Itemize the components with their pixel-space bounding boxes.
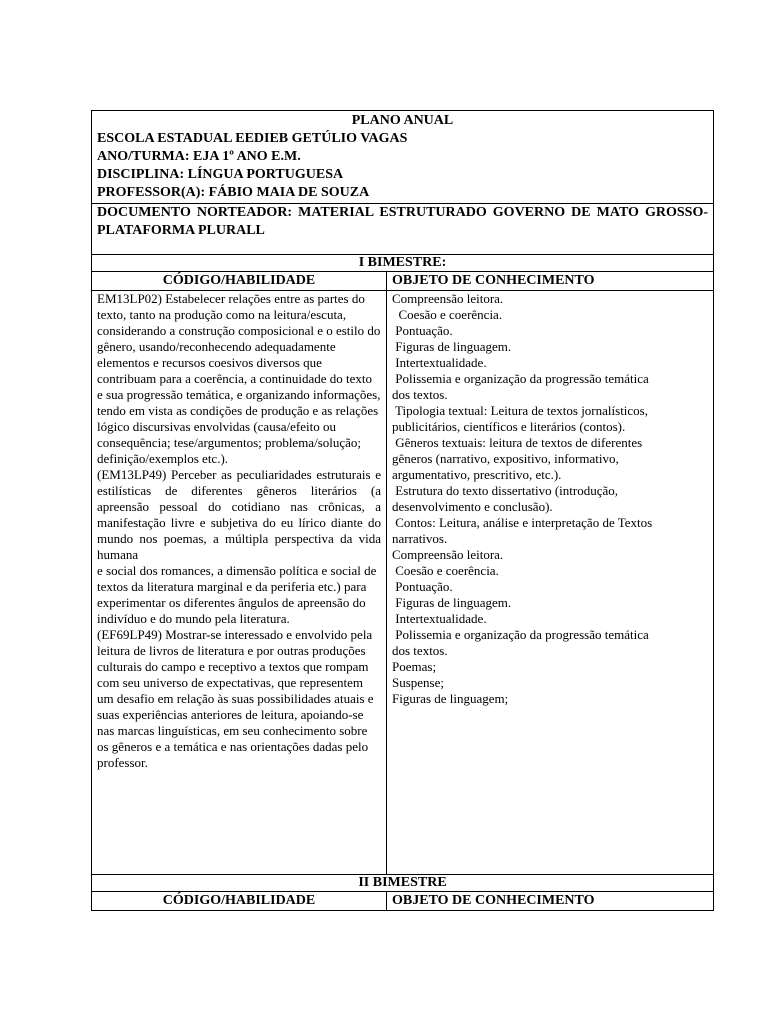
guide-document: DOCUMENTO NORTEADOR: MATERIAL ESTRUTURADO GOVERNO DE MATO GROSSO- PLATAFORMA PLURALL	[92, 204, 714, 255]
bimestre2-title: II BIMESTRE	[92, 875, 714, 892]
plan-title: PLANO ANUAL	[351, 113, 454, 128]
object-line: Polissemia e organização da progressão temática	[392, 371, 649, 386]
object-line: Coesão e coerência.	[392, 563, 499, 578]
annual-plan-document	[91, 110, 714, 911]
skill-em13lp49-cont: e social dos romances, a dimensão política e social de textos da literatura marginal e da periferia etc.) para experimentar os diferentes ângulos de apreensão do indivíduo e do mundo pela literatura.	[97, 563, 377, 626]
bimestre2-title-row	[92, 875, 714, 892]
skill-em13lp49: (EM13LP49) Perceber as peculiaridades estruturais e estilísticas de diferentes gêneros literários (a apreensão pessoal do cotidiano nas crônicas, a manifestação livre e subjetiva do eu lírico diante do mundo nos poemas, a múltipla perspectiva da vida humana	[97, 467, 381, 562]
skill-column-header: CÓDIGO/HABILIDADE	[92, 892, 387, 911]
object-line: desenvolvimento e conclusão).	[392, 499, 553, 514]
teacher-info: PROFESSOR(A): FÁBIO MAIA DE SOUZA	[97, 185, 370, 200]
object-line: Suspense;	[392, 675, 444, 690]
object-line: gêneros (narrativo, expositivo, informativo,	[392, 451, 619, 466]
skill-column-header: CÓDIGO/HABILIDADE	[92, 272, 387, 291]
object-line: argumentativo, prescritivo, etc.).	[392, 467, 562, 482]
object-line: Contos: Leitura, análise e interpretação de Textos	[392, 515, 653, 530]
subject-info: DISCIPLINA: LÍNGUA PORTUGUESA	[97, 167, 344, 182]
object-line: Compreensão leitora.	[392, 547, 504, 562]
object-line: Figuras de linguagem;	[392, 691, 509, 706]
object-line: Figuras de linguagem.	[392, 595, 512, 610]
object-line: Compreensão leitora.	[392, 291, 504, 306]
school-name: ESCOLA ESTADUAL EEDIEB GETÚLIO VAGAS	[97, 131, 408, 146]
object-line: Intertextualidade.	[392, 355, 487, 370]
object-column-header: OBJETO DE CONHECIMENTO	[387, 892, 714, 911]
bimestre1-title-row	[92, 255, 714, 272]
header-section	[92, 111, 714, 204]
plan-table	[91, 110, 714, 911]
bimestre1-content-row	[92, 291, 714, 875]
skill-ef69lp49: (EF69LP49) Mostrar-se interessado e envolvido pela leitura de livros de literatura e por outras produções culturais do campo e receptivo a textos que rompam com seu universo de expectativas, que representem um desafio em relação às suas possibilidades atuais e suas experiências anteriores de leitura, apoiando-se nas marcas linguísticas, em seu conhecimento sobre os gêneros e a temática e nas orientações dadas pelo professor.	[97, 627, 374, 770]
object-line: publicitários, científicos e literários (contos).	[392, 419, 626, 434]
object-line: Coesão e coerência.	[392, 307, 503, 322]
object-line: Pontuação.	[392, 323, 453, 338]
guide-document-row	[92, 204, 714, 255]
object-line: Gêneros textuais: leitura de textos de diferentes	[392, 435, 643, 450]
object-line: Intertextualidade.	[392, 611, 487, 626]
object-line: Figuras de linguagem.	[392, 339, 512, 354]
object-line: Estrutura do texto dissertativo (introdução,	[392, 483, 619, 498]
bimestre1-column-headers	[92, 272, 714, 291]
skills-cell	[92, 291, 387, 875]
objects-cell	[387, 291, 714, 875]
header-cell	[92, 111, 714, 204]
bimestre1-title: I BIMESTRE:	[92, 255, 714, 272]
bimestre2-column-headers	[92, 892, 714, 911]
object-column-header: OBJETO DE CONHECIMENTO	[387, 272, 714, 291]
object-line: Polissemia e organização da progressão temática	[392, 627, 649, 642]
object-line: Tipologia textual: Leitura de textos jornalísticos,	[392, 403, 648, 418]
object-line: Pontuação.	[392, 579, 453, 594]
class-info: ANO/TURMA: EJA 1º ANO E.M.	[97, 149, 301, 164]
object-line: dos textos.	[392, 387, 448, 402]
skill-em13lp02: EM13LP02) Estabelecer relações entre as partes do texto, tanto na produção como na leitura/escuta, considerando a construção composicional e o estilo do gênero, usando/reconhecendo adequadamente elementos e recursos coesivos diversos que contribuam para a coerência, a continuidade do texto e sua progressão temática, e organizando informações, tendo em vista as condições de produção e as relações lógico discursivas envolvidas (causa/efeito ou consequência; tese/argumentos; problema/solução; definição/exemplos etc.).	[97, 291, 381, 466]
object-line: Poemas;	[392, 659, 437, 674]
object-line: dos textos.	[392, 643, 448, 658]
object-line: narrativos.	[392, 531, 448, 546]
